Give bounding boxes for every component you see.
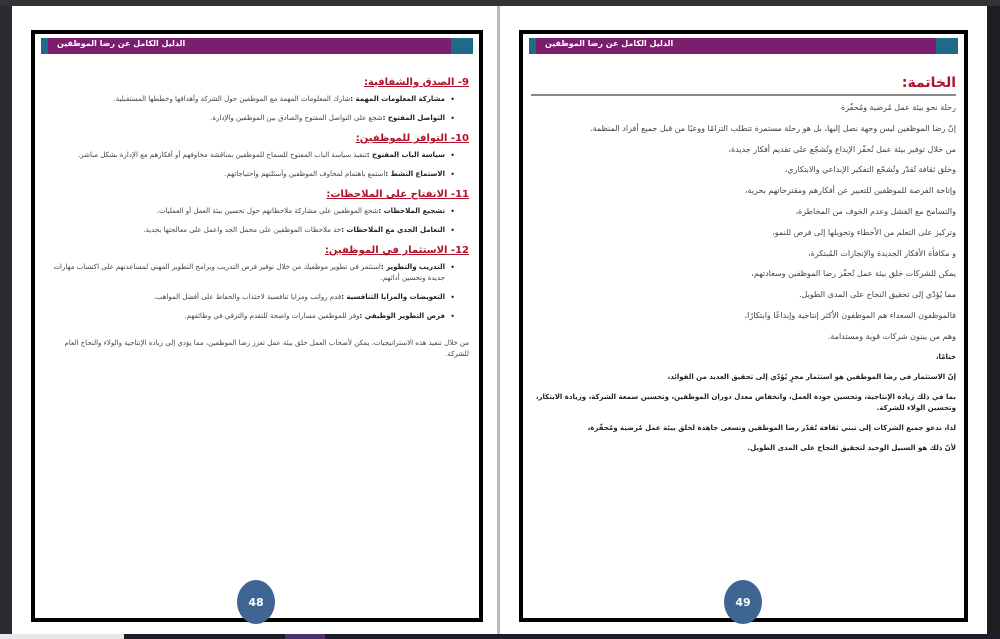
item-label: التعامل الجدي مع الملاحظات :	[341, 226, 445, 234]
item-text: قدم رواتب ومزايا تنافسية لاجتذاب والحفاظ على أفضل المواهب.	[153, 293, 342, 301]
closing-paragraph: من خلال تنفيذ هذه الاستراتيجيات، يمكن لأصحاب العمل خلق بيئة عمل تعزز رضا الموظفين، مما يؤدي إلى زيادة الإنتاجية والولاء والنجاح العام للشركة.	[64, 339, 469, 358]
body-line: وهم من يبنون شركات قوية ومستدامة.	[827, 331, 956, 341]
list-item	[43, 94, 455, 105]
bold-line: ختامًا،	[935, 352, 956, 361]
item-text: وفر للموظفين مسارات واضحة للتقدم والترقي في وظائفهم.	[184, 312, 360, 320]
list-item	[43, 150, 455, 161]
bottom-bar-left	[0, 634, 124, 639]
conclusion-title: الخاتمة:	[901, 75, 956, 91]
list-item	[43, 225, 455, 236]
page-48	[12, 6, 497, 634]
item-label: الاستماع النشط :	[385, 170, 445, 178]
bold-line: لذا، ندعو جميع الشركات إلى تبني ثقافة تُقدّر رضا الموظفين وتسعى جاهدة لخلق بيئة عمل مُرضية ومُحفّزة،	[587, 423, 956, 432]
list-item	[43, 262, 455, 284]
item-text: خذ ملاحظات الموظفين على محمل الجد واعمل على معالجتها بجدية.	[143, 226, 342, 234]
page-49	[500, 6, 987, 634]
viewer-bottom-bar	[0, 634, 1000, 639]
running-header-title: الدليل الكامل عن رضا الموظفين	[57, 39, 186, 48]
list-item	[43, 292, 455, 303]
body-line: مما يُؤدّي إلى تحقيق النجاح على المدى الطويل.	[798, 290, 956, 300]
item-label: سياسة الباب المفتوح :	[366, 151, 445, 159]
title-divider	[531, 94, 956, 96]
page-number: 48	[248, 595, 264, 609]
item-text: شارك المعلومات المهمة مع الموظفين حول الشركة وأهدافها وخططها المستقبلية.	[113, 95, 351, 103]
section-11	[43, 188, 469, 236]
list-item	[43, 311, 455, 322]
bold-line: إنّ الاستثمار في رضا الموظفين هو استثمار مجزٍ يُؤدّي إلى تحقيق العديد من الفوائد،	[667, 372, 956, 381]
body-line: إنّ رضا الموظفين ليس وجهة نصل إليها، بل هو رحلة مستمرة تتطلب التزامًا ووعيًا من قبل جميع أفراد المنظمة.	[590, 123, 956, 133]
body-line: و مكافأة الأفكار الجديدة والإنجازات المُبتكرة،	[808, 248, 956, 258]
page-border	[519, 30, 968, 622]
header-cap-right	[936, 38, 958, 54]
page-number: 49	[735, 595, 751, 609]
body-line: وتركيز على التعلم من الأخطاء وتحويلها إلى فرص للنمو،	[772, 227, 956, 237]
header-cap-right	[451, 38, 473, 54]
page-number-badge	[724, 580, 762, 624]
header-cap-left	[529, 38, 536, 54]
list-item	[43, 113, 455, 124]
body-line: رحلة نحو بيئة عمل مُرضية ومُحفّزة	[841, 103, 956, 112]
page-border	[31, 30, 483, 622]
section-heading: 11- الانفتاح على الملاحظات:	[326, 189, 469, 200]
list-item	[43, 206, 455, 217]
item-label: التدريب والتطوير :	[380, 263, 445, 271]
section-9	[43, 76, 469, 124]
item-text: استمع باهتمام لمخاوف الموظفين وأسئلتهم واحتياجاتهم.	[224, 170, 386, 178]
section-heading: 10- التوافر للموظفين:	[355, 133, 469, 144]
item-text: شجع على التواصل المفتوح والصادق بين الموظفين والإدارة.	[210, 114, 383, 122]
list-item	[43, 169, 455, 180]
body-line: يمكن للشركات خلق بيئة عمل تُحفّز رضا الموظفين وسعادتهم،	[751, 269, 956, 279]
page-number-badge	[237, 580, 275, 624]
bold-line: بما في ذلك زيادة الإنتاجية، وتحسين جودة العمل، وانخفاض معدل دوران الموظفين، وتحسين سمعة الشركة، وزيادة الابتكار، وتحسين الولاء للشركة.	[535, 392, 956, 412]
body-line: وخلق ثقافة تُقدّر وتُشجّع التفكير الإبداعي والابتكاري،	[784, 165, 956, 175]
running-header	[41, 38, 473, 54]
item-text: شجع الموظفين على مشاركة ملاحظاتهم حول تحسين بيئة العمل أو العمليات.	[156, 207, 379, 215]
body-line: من خلال توفير بيئة عمل تُحفّز الإبداع وتُشجّع على تقديم أفكار جديدة،	[728, 144, 956, 154]
running-header-title: الدليل الكامل عن رضا الموظفين	[545, 39, 674, 48]
section-12	[43, 244, 469, 322]
item-label: التعويضات والمزايا التنافسية :	[341, 293, 445, 301]
item-label: التواصل المفتوح :	[382, 114, 445, 122]
body-line: والتسامح مع الفشل وعدم الخوف من المخاطرة،	[795, 206, 956, 216]
page-48-content	[43, 76, 469, 367]
page-49-content	[531, 74, 956, 463]
item-text: استثمر في تطوير موظفيك من خلال توفير فرص التدريب وبرامج التطوير المهني لمساعدتهم على اكتساب مهارات جديدة وتحسين أدائهم.	[53, 263, 445, 282]
section-heading: 12- الاستثمار في الموظفين:	[324, 245, 469, 256]
section-10	[43, 132, 469, 180]
section-heading: 9- الصدق والشفافية:	[363, 77, 469, 88]
body-line: فالموظفون السعداء هم الموظفون الأكثر إنتاجية وإبداعًا وابتكارًا،	[744, 310, 956, 320]
item-label: مشاركة المعلومات المهمة :	[350, 95, 445, 103]
item-text: تنفيذ سياسة الباب المفتوح للسماح للموظفين بمناقشة مخاوفهم أو أفكارهم مع الإدارة بشكل مباشر.	[78, 151, 367, 159]
item-label: تشجيع الملاحظات :	[378, 207, 445, 215]
running-header	[529, 38, 958, 54]
body-line: وإتاحة الفرصة للموظفين للتعبير عن أفكارهم ومقترحاتهم بحرية،	[744, 186, 956, 196]
viewer-scrollbar-area[interactable]	[987, 6, 1000, 634]
item-label: فرص التطوير الوظيفي :	[359, 312, 445, 320]
bold-line: لأنّ ذلك هو السبيل الوحيد لتحقيق النجاح على المدى الطويل.	[747, 443, 956, 452]
header-cap-left	[41, 38, 48, 54]
bottom-bar-accent	[285, 634, 325, 639]
